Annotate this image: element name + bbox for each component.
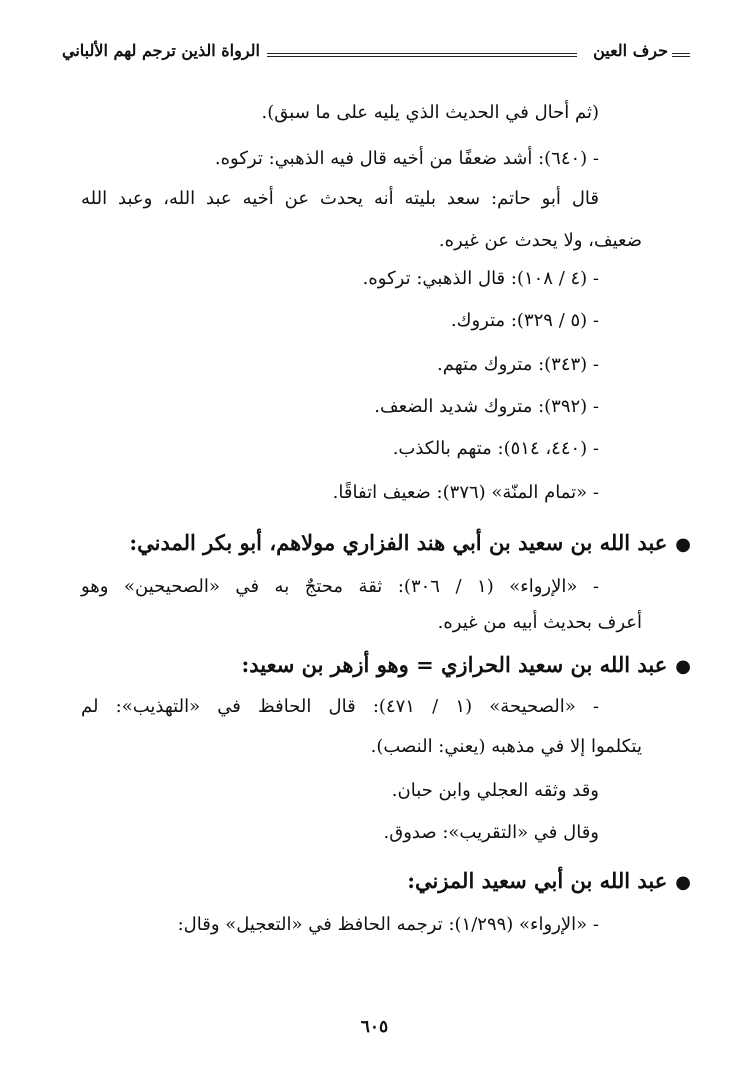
text-line: - (٤ / ١٠٨): قال الذهبي: تركوه. [362,268,599,289]
text-line: وقال في «التقريب»: صدوق. [383,822,599,843]
header-chapter: حرف العين [593,41,668,60]
text-line: - (٦٤٠): أشد ضعفًا من أخيه قال فيه الذهبي: تركوه. [214,148,599,169]
text-line: - (٣٩٢): متروك شديد الضعف. [374,396,599,417]
bullet-icon: ● [675,872,691,893]
bullet-icon: ● [675,534,691,555]
entry-heading-text: عبد الله بن سعيد الحرازي = وهو أزهر بن سعيد: [241,652,668,677]
header-book-title: الرواة الذين ترجم لهم الألباني [62,41,260,60]
bullet-icon: ● [675,656,691,677]
entry-heading [129,530,691,558]
text-line: - (٥ / ٣٢٩): متروك. [450,310,599,331]
text-line: يتكلموا إلا في مذهبه (يعني: النصب). [370,736,642,757]
text-line: - (٣٤٣): متروك متهم. [437,354,599,375]
text-line: قال أبو حاتم: سعد بليته أنه يحدث عن أخيه عبد الله، وعبد الله [81,188,599,209]
text-line: أعرف بحديث أبيه من غيره. [437,612,642,633]
entry-heading-text: عبد الله بن سعيد بن أبي هند الفزاري مولاهم، أبو بكر المدني: [129,530,668,555]
entry-heading [241,652,691,680]
running-header [62,38,690,68]
text-line: - (٤٤٠، ٥١٤): متهم بالكذب. [392,438,599,459]
entry-heading [407,868,691,896]
text-line: (ثم أحال في الحديث الذي يليه على ما سبق). [261,102,599,123]
entry-heading-text: عبد الله بن أبي سعيد المزني: [407,868,668,893]
header-rule-middle [267,53,577,57]
text-line: - «الإرواء» (١ / ٣٠٦): ثقة محتجٌ به في «الصحيحين» وهو [81,576,599,597]
page-number: ٦٠٥ [360,1017,389,1037]
text-line: ضعيف، ولا يحدث عن غيره. [438,230,642,251]
text-line: - «الإرواء» (١/٢٩٩): ترجمه الحافظ في «التعجيل» وقال: [177,914,599,935]
text-line: وقد وثقه العجلي وابن حبان. [391,780,599,801]
header-rule-right [672,53,690,57]
text-line: - «الصحيحة» (١ / ٤٧١): قال الحافظ في «التهذيب»: لم [81,696,599,717]
text-line: - «تمام المنّة» (٣٧٦): ضعيف اتفاقًا. [332,482,599,503]
